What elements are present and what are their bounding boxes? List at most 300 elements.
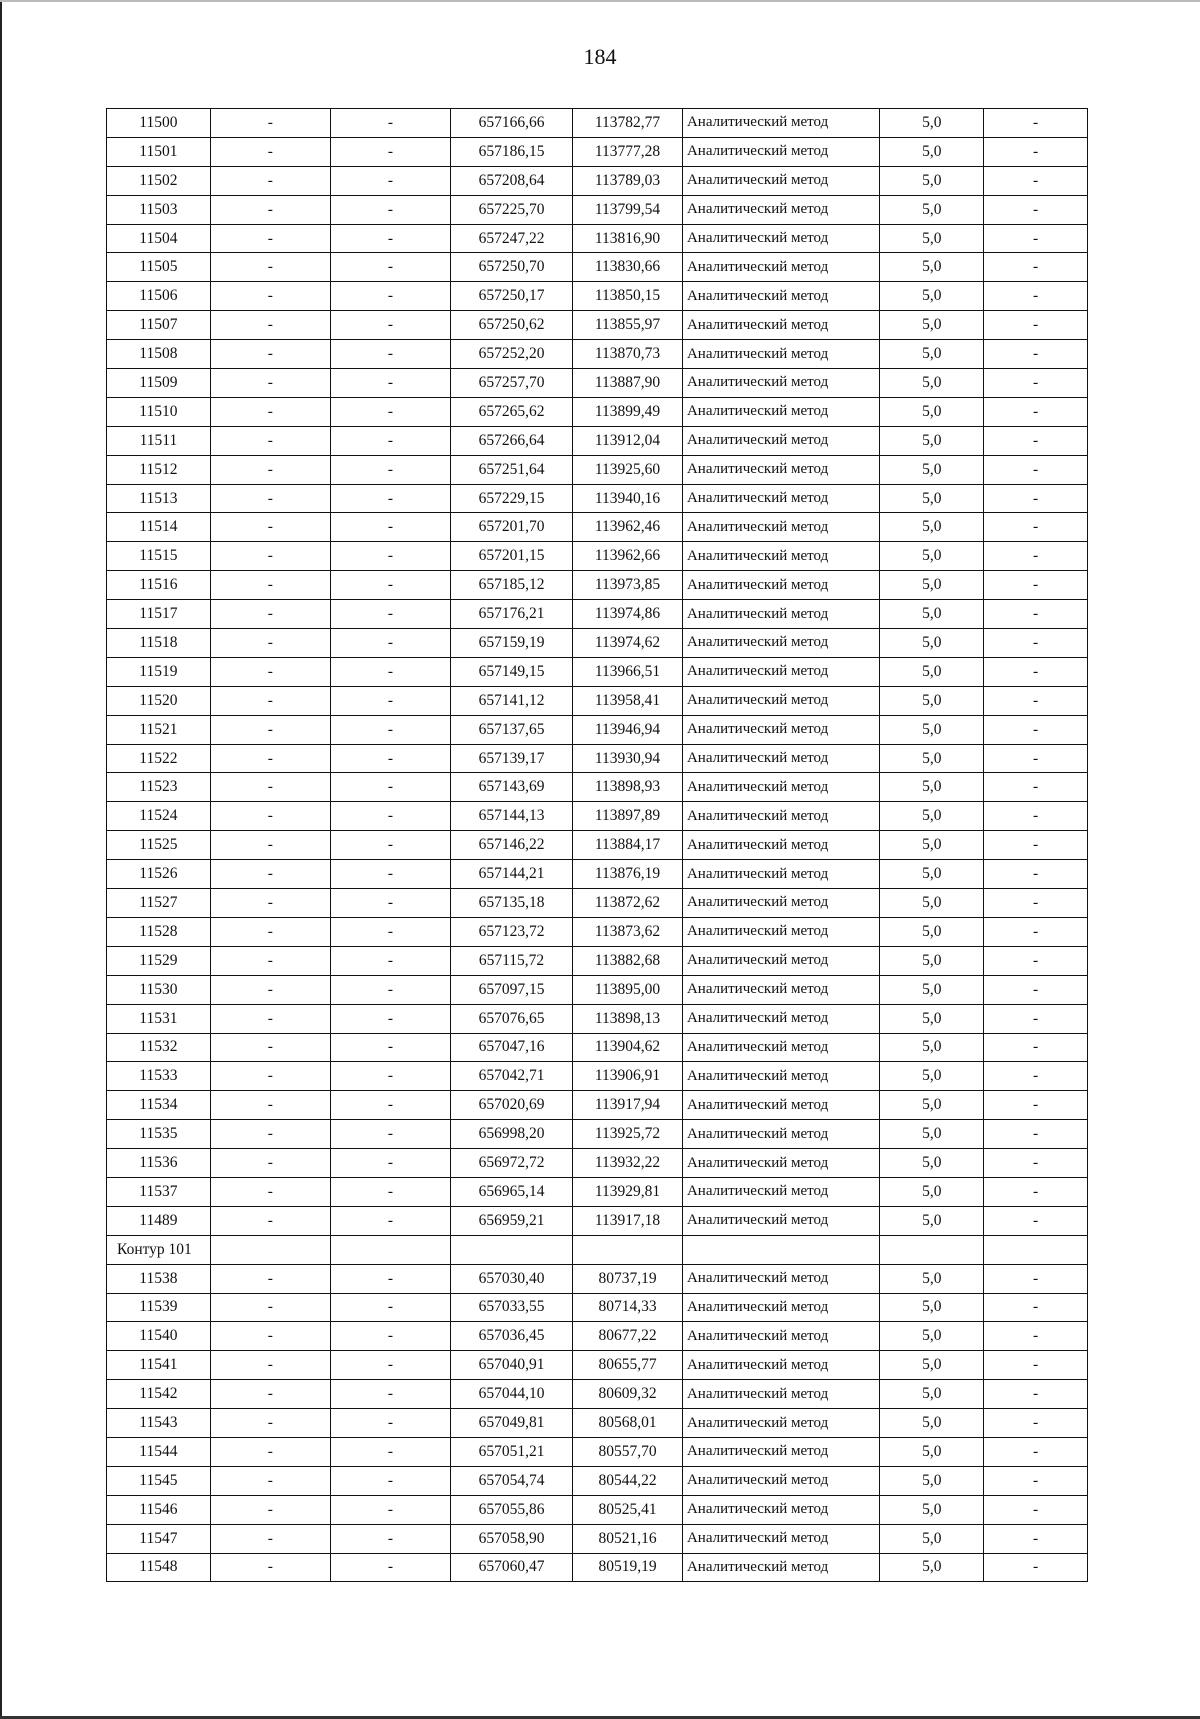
y-coordinate-cell: 113946,94 — [573, 715, 683, 744]
x-coordinate-cell: 657141,12 — [450, 686, 572, 715]
method-cell: Аналитический метод — [682, 600, 879, 629]
accuracy-cell: 5,0 — [880, 369, 984, 398]
point-number-cell: 11526 — [107, 860, 211, 889]
empty-cell — [880, 1235, 984, 1264]
table-row — [107, 975, 1088, 1004]
dash-cell: - — [330, 137, 450, 166]
table-row — [107, 1177, 1088, 1206]
dash-cell: - — [330, 224, 450, 253]
accuracy-cell: 5,0 — [880, 1206, 984, 1235]
y-coordinate-cell: 113872,62 — [573, 889, 683, 918]
dash-cell: - — [984, 1149, 1088, 1178]
point-number-cell: 11544 — [107, 1437, 211, 1466]
table-row — [107, 311, 1088, 340]
point-number-cell: 11530 — [107, 975, 211, 1004]
dash-cell: - — [984, 600, 1088, 629]
y-coordinate-cell: 113816,90 — [573, 224, 683, 253]
y-coordinate-cell: 113899,49 — [573, 397, 683, 426]
point-number-cell: 11502 — [107, 166, 211, 195]
dash-cell: - — [330, 1495, 450, 1524]
table-row — [107, 1091, 1088, 1120]
accuracy-cell: 5,0 — [880, 311, 984, 340]
dash-cell: - — [210, 224, 330, 253]
table-row — [107, 600, 1088, 629]
accuracy-cell: 5,0 — [880, 917, 984, 946]
table-row — [107, 946, 1088, 975]
dash-cell: - — [210, 484, 330, 513]
y-coordinate-cell: 80521,16 — [573, 1524, 683, 1553]
dash-cell: - — [330, 744, 450, 773]
accuracy-cell: 5,0 — [880, 744, 984, 773]
point-number-cell: 11533 — [107, 1062, 211, 1091]
dash-cell: - — [330, 715, 450, 744]
x-coordinate-cell: 657040,91 — [450, 1351, 572, 1380]
y-coordinate-cell: 113830,66 — [573, 253, 683, 282]
dash-cell: - — [330, 889, 450, 918]
dash-cell: - — [210, 831, 330, 860]
dash-cell: - — [984, 1206, 1088, 1235]
table-row — [107, 1495, 1088, 1524]
dash-cell: - — [210, 1062, 330, 1091]
dash-cell: - — [330, 1409, 450, 1438]
dash-cell: - — [330, 1466, 450, 1495]
accuracy-cell: 5,0 — [880, 224, 984, 253]
method-cell: Аналитический метод — [682, 1524, 879, 1553]
dash-cell: - — [984, 542, 1088, 571]
y-coordinate-cell: 113898,13 — [573, 1004, 683, 1033]
dash-cell: - — [984, 1380, 1088, 1409]
point-number-cell: 11535 — [107, 1120, 211, 1149]
empty-cell — [984, 1235, 1088, 1264]
dash-cell: - — [210, 600, 330, 629]
dash-cell: - — [330, 571, 450, 600]
dash-cell: - — [210, 1120, 330, 1149]
dash-cell: - — [330, 802, 450, 831]
x-coordinate-cell: 657139,17 — [450, 744, 572, 773]
x-coordinate-cell: 657058,90 — [450, 1524, 572, 1553]
dash-cell: - — [210, 137, 330, 166]
dash-cell: - — [330, 657, 450, 686]
x-coordinate-cell: 657144,21 — [450, 860, 572, 889]
table-row — [107, 166, 1088, 195]
method-cell: Аналитический метод — [682, 369, 879, 398]
dash-cell: - — [330, 773, 450, 802]
dash-cell: - — [984, 137, 1088, 166]
x-coordinate-cell: 657076,65 — [450, 1004, 572, 1033]
table-row — [107, 1466, 1088, 1495]
method-cell: Аналитический метод — [682, 513, 879, 542]
method-cell: Аналитический метод — [682, 1322, 879, 1351]
dash-cell: - — [210, 1177, 330, 1206]
point-number-cell: 11534 — [107, 1091, 211, 1120]
x-coordinate-cell: 657055,86 — [450, 1495, 572, 1524]
x-coordinate-cell: 657265,62 — [450, 397, 572, 426]
dash-cell: - — [210, 860, 330, 889]
dash-cell: - — [984, 1553, 1088, 1582]
accuracy-cell: 5,0 — [880, 1062, 984, 1091]
y-coordinate-cell: 80557,70 — [573, 1437, 683, 1466]
x-coordinate-cell: 657042,71 — [450, 1062, 572, 1091]
dash-cell: - — [330, 1437, 450, 1466]
dash-cell: - — [210, 975, 330, 1004]
x-coordinate-cell: 657176,21 — [450, 600, 572, 629]
y-coordinate-cell: 113884,17 — [573, 831, 683, 860]
dash-cell: - — [330, 1033, 450, 1062]
dash-cell: - — [984, 253, 1088, 282]
dash-cell: - — [330, 311, 450, 340]
dash-cell: - — [984, 311, 1088, 340]
y-coordinate-cell: 113799,54 — [573, 195, 683, 224]
dash-cell: - — [984, 773, 1088, 802]
y-coordinate-cell: 113925,72 — [573, 1120, 683, 1149]
method-cell: Аналитический метод — [682, 426, 879, 455]
point-number-cell: 11519 — [107, 657, 211, 686]
accuracy-cell: 5,0 — [880, 600, 984, 629]
dash-cell: - — [984, 513, 1088, 542]
y-coordinate-cell: 80737,19 — [573, 1264, 683, 1293]
x-coordinate-cell: 657097,15 — [450, 975, 572, 1004]
y-coordinate-cell: 113882,68 — [573, 946, 683, 975]
dash-cell: - — [210, 1466, 330, 1495]
dash-cell: - — [984, 426, 1088, 455]
table-row — [107, 426, 1088, 455]
table-row — [107, 917, 1088, 946]
accuracy-cell: 5,0 — [880, 946, 984, 975]
method-cell: Аналитический метод — [682, 657, 879, 686]
method-cell: Аналитический метод — [682, 946, 879, 975]
x-coordinate-cell: 657250,62 — [450, 311, 572, 340]
method-cell: Аналитический метод — [682, 629, 879, 658]
accuracy-cell: 5,0 — [880, 802, 984, 831]
x-coordinate-cell: 657047,16 — [450, 1033, 572, 1062]
dash-cell: - — [984, 1062, 1088, 1091]
table-row — [107, 1264, 1088, 1293]
accuracy-cell: 5,0 — [880, 860, 984, 889]
method-cell: Аналитический метод — [682, 686, 879, 715]
x-coordinate-cell: 657033,55 — [450, 1293, 572, 1322]
point-number-cell: 11518 — [107, 629, 211, 658]
dash-cell: - — [330, 426, 450, 455]
dash-cell: - — [210, 1206, 330, 1235]
method-cell: Аналитический метод — [682, 253, 879, 282]
table-row — [107, 1149, 1088, 1178]
accuracy-cell: 5,0 — [880, 166, 984, 195]
point-number-cell: 11520 — [107, 686, 211, 715]
y-coordinate-cell: 113929,81 — [573, 1177, 683, 1206]
dash-cell: - — [210, 1409, 330, 1438]
method-cell: Аналитический метод — [682, 860, 879, 889]
method-cell: Аналитический метод — [682, 340, 879, 369]
method-cell: Аналитический метод — [682, 802, 879, 831]
point-number-cell: 11508 — [107, 340, 211, 369]
table-row — [107, 657, 1088, 686]
point-number-cell: 11529 — [107, 946, 211, 975]
dash-cell: - — [984, 917, 1088, 946]
y-coordinate-cell: 113873,62 — [573, 917, 683, 946]
table-row — [107, 773, 1088, 802]
method-cell: Аналитический метод — [682, 1409, 879, 1438]
method-cell: Аналитический метод — [682, 1091, 879, 1120]
accuracy-cell: 5,0 — [880, 1495, 984, 1524]
accuracy-cell: 5,0 — [880, 1553, 984, 1582]
point-number-cell: 11543 — [107, 1409, 211, 1438]
dash-cell: - — [984, 1120, 1088, 1149]
table-row — [107, 1437, 1088, 1466]
table-row — [107, 109, 1088, 138]
empty-cell — [330, 1235, 450, 1264]
dash-cell: - — [210, 802, 330, 831]
dash-cell: - — [210, 397, 330, 426]
method-cell: Аналитический метод — [682, 744, 879, 773]
dash-cell: - — [210, 311, 330, 340]
dash-cell: - — [330, 831, 450, 860]
method-cell: Аналитический метод — [682, 195, 879, 224]
dash-cell: - — [210, 1351, 330, 1380]
dash-cell: - — [210, 542, 330, 571]
dash-cell: - — [210, 1495, 330, 1524]
y-coordinate-cell: 113962,46 — [573, 513, 683, 542]
dash-cell: - — [210, 426, 330, 455]
accuracy-cell: 5,0 — [880, 1524, 984, 1553]
x-coordinate-cell: 657051,21 — [450, 1437, 572, 1466]
point-number-cell: 11537 — [107, 1177, 211, 1206]
x-coordinate-cell: 657252,20 — [450, 340, 572, 369]
point-number-cell: 11522 — [107, 744, 211, 773]
dash-cell: - — [330, 484, 450, 513]
dash-cell: - — [984, 195, 1088, 224]
x-coordinate-cell: 657186,15 — [450, 137, 572, 166]
point-number-cell: 11509 — [107, 369, 211, 398]
dash-cell: - — [330, 946, 450, 975]
method-cell: Аналитический метод — [682, 917, 879, 946]
dash-cell: - — [210, 340, 330, 369]
table-row — [107, 340, 1088, 369]
table-row — [107, 571, 1088, 600]
x-coordinate-cell: 657030,40 — [450, 1264, 572, 1293]
point-number-cell: 11527 — [107, 889, 211, 918]
method-cell: Аналитический метод — [682, 571, 879, 600]
method-cell: Аналитический метод — [682, 455, 879, 484]
y-coordinate-cell: 113887,90 — [573, 369, 683, 398]
dash-cell: - — [330, 513, 450, 542]
dash-cell: - — [330, 1149, 450, 1178]
method-cell: Аналитический метод — [682, 1120, 879, 1149]
dash-cell: - — [330, 600, 450, 629]
dash-cell: - — [330, 917, 450, 946]
method-cell: Аналитический метод — [682, 224, 879, 253]
y-coordinate-cell: 113789,03 — [573, 166, 683, 195]
x-coordinate-cell: 657143,69 — [450, 773, 572, 802]
y-coordinate-cell: 113974,86 — [573, 600, 683, 629]
x-coordinate-cell: 657166,66 — [450, 109, 572, 138]
point-number-cell: 11514 — [107, 513, 211, 542]
x-coordinate-cell: 657036,45 — [450, 1322, 572, 1351]
accuracy-cell: 5,0 — [880, 1322, 984, 1351]
accuracy-cell: 5,0 — [880, 1177, 984, 1206]
table-row — [107, 1206, 1088, 1235]
x-coordinate-cell: 657225,70 — [450, 195, 572, 224]
accuracy-cell: 5,0 — [880, 1409, 984, 1438]
table-row — [107, 1524, 1088, 1553]
dash-cell: - — [210, 657, 330, 686]
method-cell: Аналитический метод — [682, 1437, 879, 1466]
y-coordinate-cell: 113932,22 — [573, 1149, 683, 1178]
point-number-cell: 11521 — [107, 715, 211, 744]
dash-cell: - — [210, 629, 330, 658]
dash-cell: - — [330, 109, 450, 138]
y-coordinate-cell: 113895,00 — [573, 975, 683, 1004]
x-coordinate-cell: 656972,72 — [450, 1149, 572, 1178]
point-number-cell: 11547 — [107, 1524, 211, 1553]
dash-cell: - — [210, 917, 330, 946]
accuracy-cell: 5,0 — [880, 484, 984, 513]
dash-cell: - — [210, 1553, 330, 1582]
x-coordinate-cell: 657159,19 — [450, 629, 572, 658]
dash-cell: - — [984, 1466, 1088, 1495]
x-coordinate-cell: 656998,20 — [450, 1120, 572, 1149]
x-coordinate-cell: 656965,14 — [450, 1177, 572, 1206]
x-coordinate-cell: 657135,18 — [450, 889, 572, 918]
table-row — [107, 1322, 1088, 1351]
x-coordinate-cell: 657115,72 — [450, 946, 572, 975]
method-cell: Аналитический метод — [682, 1033, 879, 1062]
accuracy-cell: 5,0 — [880, 571, 984, 600]
accuracy-cell: 5,0 — [880, 629, 984, 658]
empty-cell — [450, 1235, 572, 1264]
x-coordinate-cell: 657144,13 — [450, 802, 572, 831]
x-coordinate-cell: 657123,72 — [450, 917, 572, 946]
y-coordinate-cell: 113966,51 — [573, 657, 683, 686]
table-row — [107, 224, 1088, 253]
table-row — [107, 1553, 1088, 1582]
dash-cell: - — [210, 1149, 330, 1178]
dash-cell: - — [330, 1293, 450, 1322]
contour-label: Контур 101 — [107, 1235, 211, 1264]
dash-cell: - — [330, 1062, 450, 1091]
dash-cell: - — [330, 1351, 450, 1380]
dash-cell: - — [330, 629, 450, 658]
dash-cell: - — [330, 1206, 450, 1235]
x-coordinate-cell: 657137,65 — [450, 715, 572, 744]
point-number-cell: 11525 — [107, 831, 211, 860]
point-number-cell: 11538 — [107, 1264, 211, 1293]
table-row — [107, 686, 1088, 715]
y-coordinate-cell: 113906,91 — [573, 1062, 683, 1091]
x-coordinate-cell: 657250,70 — [450, 253, 572, 282]
y-coordinate-cell: 80544,22 — [573, 1466, 683, 1495]
point-number-cell: 11513 — [107, 484, 211, 513]
y-coordinate-cell: 80525,41 — [573, 1495, 683, 1524]
table-row — [107, 1004, 1088, 1033]
table-row — [107, 455, 1088, 484]
dash-cell: - — [330, 1553, 450, 1582]
y-coordinate-cell: 113973,85 — [573, 571, 683, 600]
table-row — [107, 1409, 1088, 1438]
dash-cell: - — [330, 1091, 450, 1120]
dash-cell: - — [330, 975, 450, 1004]
method-cell: Аналитический метод — [682, 1553, 879, 1582]
y-coordinate-cell: 113904,62 — [573, 1033, 683, 1062]
method-cell: Аналитический метод — [682, 715, 879, 744]
x-coordinate-cell: 657185,12 — [450, 571, 572, 600]
dash-cell: - — [210, 109, 330, 138]
method-cell: Аналитический метод — [682, 109, 879, 138]
method-cell: Аналитический метод — [682, 542, 879, 571]
y-coordinate-cell: 113958,41 — [573, 686, 683, 715]
empty-cell — [682, 1235, 879, 1264]
dash-cell: - — [984, 1033, 1088, 1062]
dash-cell: - — [984, 166, 1088, 195]
dash-cell: - — [984, 1524, 1088, 1553]
dash-cell: - — [984, 946, 1088, 975]
dash-cell: - — [210, 715, 330, 744]
accuracy-cell: 5,0 — [880, 426, 984, 455]
y-coordinate-cell: 113777,28 — [573, 137, 683, 166]
accuracy-cell: 5,0 — [880, 657, 984, 686]
point-number-cell: 11489 — [107, 1206, 211, 1235]
table-row — [107, 137, 1088, 166]
accuracy-cell: 5,0 — [880, 1293, 984, 1322]
method-cell: Аналитический метод — [682, 1495, 879, 1524]
x-coordinate-cell: 657251,64 — [450, 455, 572, 484]
table-row — [107, 744, 1088, 773]
dash-cell: - — [984, 744, 1088, 773]
dash-cell: - — [984, 831, 1088, 860]
accuracy-cell: 5,0 — [880, 1091, 984, 1120]
y-coordinate-cell: 113850,15 — [573, 282, 683, 311]
accuracy-cell: 5,0 — [880, 1380, 984, 1409]
y-coordinate-cell: 113897,89 — [573, 802, 683, 831]
y-coordinate-cell: 80655,77 — [573, 1351, 683, 1380]
accuracy-cell: 5,0 — [880, 195, 984, 224]
x-coordinate-cell: 657266,64 — [450, 426, 572, 455]
point-number-cell: 11542 — [107, 1380, 211, 1409]
x-coordinate-cell: 657049,81 — [450, 1409, 572, 1438]
method-cell: Аналитический метод — [682, 397, 879, 426]
y-coordinate-cell: 80568,01 — [573, 1409, 683, 1438]
x-coordinate-cell: 657247,22 — [450, 224, 572, 253]
dash-cell: - — [984, 1177, 1088, 1206]
accuracy-cell: 5,0 — [880, 1149, 984, 1178]
accuracy-cell: 5,0 — [880, 137, 984, 166]
accuracy-cell: 5,0 — [880, 109, 984, 138]
dash-cell: - — [984, 715, 1088, 744]
point-number-cell: 11528 — [107, 917, 211, 946]
point-number-cell: 11501 — [107, 137, 211, 166]
accuracy-cell: 5,0 — [880, 1351, 984, 1380]
contour-header-row — [107, 1235, 1088, 1264]
x-coordinate-cell: 657250,17 — [450, 282, 572, 311]
accuracy-cell: 5,0 — [880, 1466, 984, 1495]
table-body — [107, 109, 1088, 1582]
scan-edge-top — [0, 0, 1200, 2]
dash-cell: - — [330, 542, 450, 571]
accuracy-cell: 5,0 — [880, 253, 984, 282]
y-coordinate-cell: 113930,94 — [573, 744, 683, 773]
dash-cell: - — [984, 109, 1088, 138]
point-number-cell: 11506 — [107, 282, 211, 311]
dash-cell: - — [330, 1120, 450, 1149]
table-row — [107, 397, 1088, 426]
dash-cell: - — [210, 1293, 330, 1322]
dash-cell: - — [210, 253, 330, 282]
accuracy-cell: 5,0 — [880, 455, 984, 484]
accuracy-cell: 5,0 — [880, 1120, 984, 1149]
method-cell: Аналитический метод — [682, 831, 879, 860]
x-coordinate-cell: 657020,69 — [450, 1091, 572, 1120]
dash-cell: - — [330, 397, 450, 426]
table-row — [107, 1380, 1088, 1409]
